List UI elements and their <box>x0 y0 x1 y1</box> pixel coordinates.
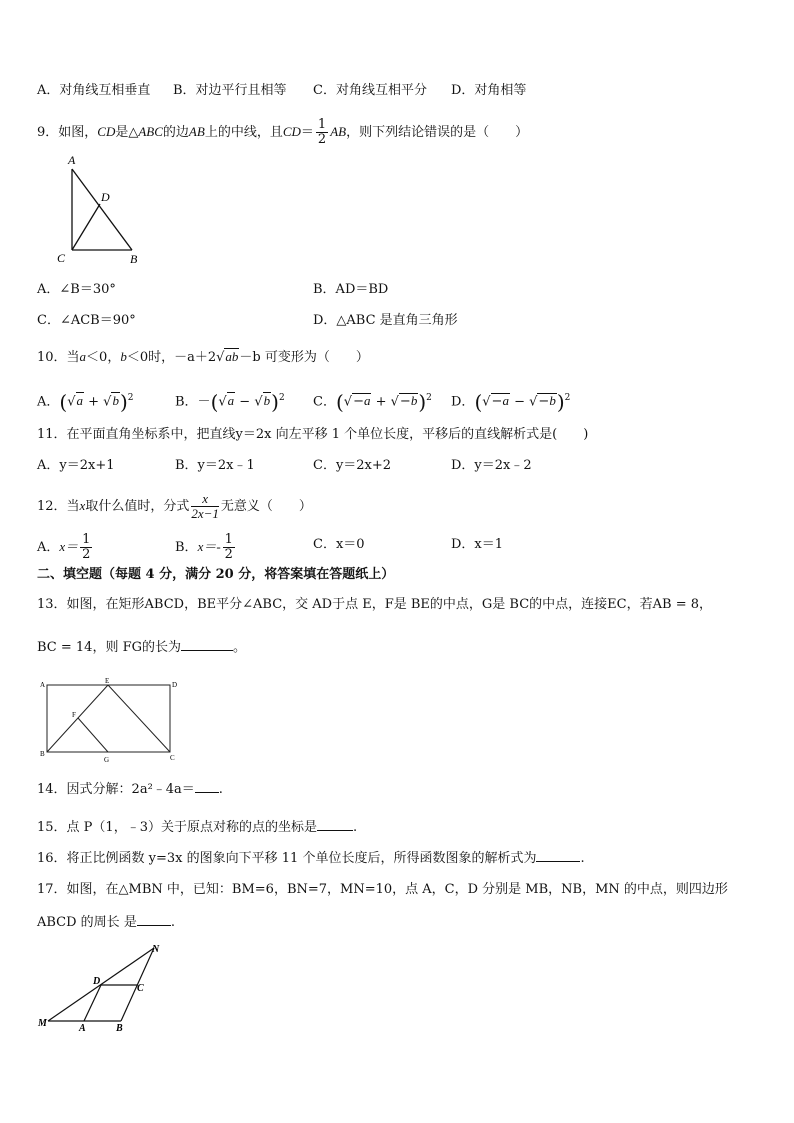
q14: 14．因式分解：2a²﹣4a＝ . <box>37 782 223 797</box>
q9-label-c: C <box>57 251 66 265</box>
q12-fraction: $\frac{x}{2x-1}$ <box>191 491 219 521</box>
q10-option-b: B．$-(√a - √b)^2$ <box>175 389 285 414</box>
svg-text:C: C <box>137 983 144 994</box>
q9-option-d: D．△ABC 是直角三角形 <box>313 313 458 328</box>
q13-line1: 13．如图，在矩形ABCD，BE平分∠ABC，交 AD于点 E，F是 BE的中点，G是 BC的中点，连接EC，若AB = 8， <box>37 597 712 612</box>
q17-answer-blank[interactable] <box>137 913 171 926</box>
svg-text:G: G <box>104 756 110 764</box>
q16: 16．将正比例函数 y=3x 的图象向下平移 11 个单位长度后，所得函数图象的解析式为 . <box>37 851 585 866</box>
q9-fraction: $\frac{1}{2}$ <box>317 117 327 147</box>
q9-triangle-figure <box>55 152 150 267</box>
q11-option-a: A．y＝2x+1 <box>37 458 115 473</box>
svg-text:B: B <box>116 1023 123 1032</box>
q10-option-c: C．$(√-a + √-b)^2$ <box>313 389 432 414</box>
svg-text:E: E <box>105 677 110 685</box>
svg-text:D: D <box>93 976 101 987</box>
q15: 15．点 P（1，﹣3）关于原点对称的点的坐标是 . <box>37 820 358 835</box>
q16-answer-blank[interactable] <box>536 849 580 862</box>
q11-option-d: D．y＝2x﹣2 <box>451 458 532 473</box>
q11-option-b: B．y＝2x﹣1 <box>175 458 255 473</box>
svg-text:B: B <box>40 750 45 758</box>
q10-stem: 10．当a＜0，b＜0时，－a＋2√ab－b 可变形为（ ） <box>37 349 369 365</box>
q17-line2: ABCD 的周长 是 . <box>37 915 175 930</box>
svg-text:D: D <box>172 681 178 689</box>
q13-line2: BC = 14，则 FG的长为 。 <box>37 640 246 655</box>
q12-option-d: D．x＝1 <box>451 537 504 552</box>
q15-answer-blank[interactable] <box>317 818 353 831</box>
q11-option-c: C．y＝2x+2 <box>313 458 392 473</box>
q9-label-d: D <box>101 190 110 204</box>
section-heading: 二、填空题（每题 4 分，满分 20 分，将答案填在答题纸上） <box>37 567 395 582</box>
q13-rectangle-figure <box>38 676 188 768</box>
svg-text:C: C <box>170 754 175 762</box>
q12-option-b: B．x＝- $\frac{1}{2}$ <box>175 532 233 562</box>
q8-option-b: B．对边平行且相等 <box>173 83 287 98</box>
q17-line1: 17．如图，在△MBN 中，已知：BM=6，BN=7，MN=10，点 A，C，D 分别是 MB，NB，MN 的中点，则四边形 <box>37 882 728 897</box>
q12-option-a: A．x＝ $\frac{1}{2}$ <box>37 532 91 562</box>
q13-answer-blank[interactable] <box>181 638 233 651</box>
svg-text:N: N <box>152 944 160 955</box>
q8-option-c: C．对角线互相平分 <box>313 83 427 98</box>
q17-triangle-figure <box>36 940 166 1032</box>
svg-text:A: A <box>40 681 46 689</box>
q14-answer-blank[interactable] <box>195 780 219 793</box>
q9-option-a: A．∠B＝30° <box>37 282 116 297</box>
q8-option-a: A．对角线互相垂直 <box>37 83 151 98</box>
svg-text:M: M <box>38 1018 47 1029</box>
svg-text:F: F <box>72 711 76 719</box>
q10-option-a: A．$(√a + √b)^2$ <box>37 389 134 414</box>
q12-stem: 12．当x取什么值时，分式 $\frac{x}{2x-1}$ 无意义（ ） <box>37 491 312 521</box>
q9-label-a: A <box>68 153 76 167</box>
q11-stem: 11．在平面直角坐标系中，把直线y＝2x 向左平移 1 个单位长度，平移后的直线解析式是( ) <box>37 427 589 442</box>
q10-option-d: D．$(√-a - √-b)^2$ <box>451 389 571 414</box>
svg-text:A: A <box>79 1023 86 1032</box>
q9-label-b: B <box>130 252 138 266</box>
q12-option-c: C．x＝0 <box>313 537 365 552</box>
q9-option-b: B．AD＝BD <box>313 282 389 297</box>
q9-stem: 9．如图，CD是△ABC的边AB上的中线，且CD＝ $\frac{1}{2}$ AB，则下列结论错误的是（ ） <box>37 117 529 147</box>
q9-option-c: C．∠ACB＝90° <box>37 313 136 328</box>
q8-option-d: D．对角相等 <box>451 83 527 98</box>
